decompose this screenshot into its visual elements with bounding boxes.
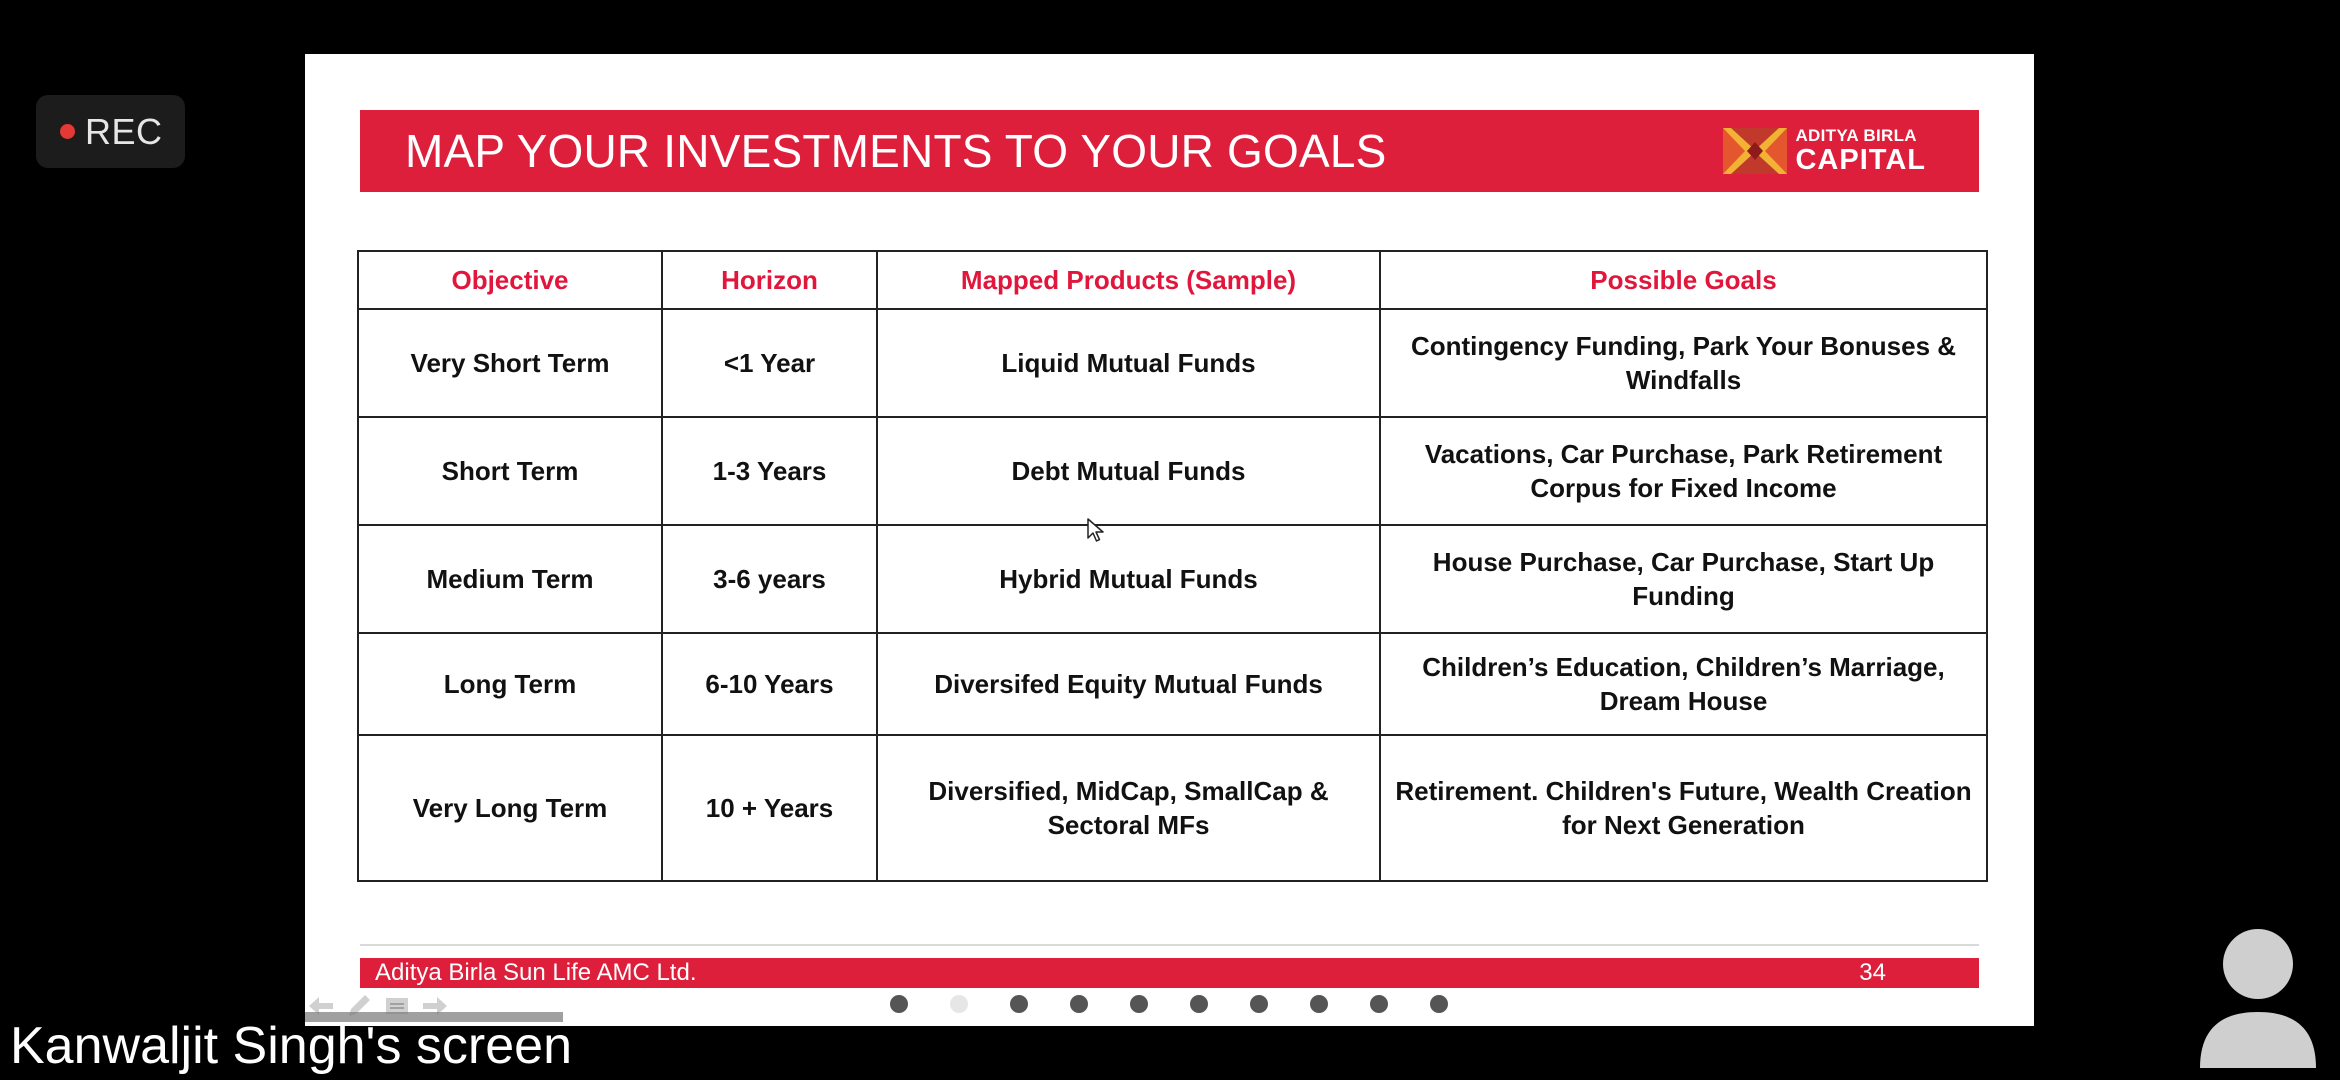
slide-page-number: 34 (1859, 959, 1886, 986)
pagination-dot[interactable] (950, 995, 968, 1013)
brand-logo-line1: ADITYA BIRLA (1795, 126, 1917, 145)
cell-objective: Very Short Term (358, 309, 662, 417)
brand-logo-icon (1723, 128, 1787, 174)
cell-horizon: <1 Year (662, 309, 877, 417)
cell-goals: Children’s Education, Children’s Marriage, Dream House (1380, 633, 1987, 735)
cell-goals: House Purchase, Car Purchase, Start Up Funding (1380, 525, 1987, 633)
recording-label: REC (85, 110, 163, 152)
header-objective: Objective (358, 251, 662, 309)
header-horizon: Horizon (662, 251, 877, 309)
table-row (358, 525, 1987, 633)
table-row (358, 417, 1987, 525)
table-row (358, 633, 1987, 735)
header-possible-goals: Possible Goals (1380, 251, 1987, 309)
table-header-row (358, 251, 1987, 309)
slide-title-bar (360, 110, 1979, 192)
cell-product: Diversifed Equity Mutual Funds (877, 633, 1380, 735)
pagination-dot[interactable] (1250, 995, 1268, 1013)
pagination-dot[interactable] (890, 995, 908, 1013)
cell-horizon: 3-6 years (662, 525, 877, 633)
table-row (358, 309, 1987, 417)
footer-divider (360, 944, 1979, 946)
cell-product: Hybrid Mutual Funds (877, 525, 1380, 633)
recording-badge (36, 95, 185, 168)
pagination-dot[interactable] (1130, 995, 1148, 1013)
footer-company: Aditya Birla Sun Life AMC Ltd. (375, 959, 697, 986)
pagination-dot[interactable] (1430, 995, 1448, 1013)
table-row (358, 735, 1987, 881)
cell-goals: Contingency Funding, Park Your Bonuses & Windfalls (1380, 309, 1987, 417)
slide-title: MAP YOUR INVESTMENTS TO YOUR GOALS (405, 125, 1387, 177)
pagination-dot[interactable] (1190, 995, 1208, 1013)
cell-product: Diversified, MidCap, SmallCap & Sectoral MFs (877, 735, 1380, 881)
pagination-dot[interactable] (1010, 995, 1028, 1013)
avatar-icon[interactable] (2196, 928, 2320, 1068)
cell-goals: Retirement. Children's Future, Wealth Creation for Next Generation (1380, 735, 1987, 881)
pagination-dot[interactable] (1370, 995, 1388, 1013)
cell-horizon: 10 + Years (662, 735, 877, 881)
header-mapped-products: Mapped Products (Sample) (877, 251, 1380, 309)
cell-objective: Long Term (358, 633, 662, 735)
cell-objective: Medium Term (358, 525, 662, 633)
slide-footer (360, 958, 1979, 988)
brand-logo (1723, 127, 1926, 175)
cell-product: Liquid Mutual Funds (877, 309, 1380, 417)
cell-product: Debt Mutual Funds (877, 417, 1380, 525)
shared-slide (305, 54, 2034, 1026)
pagination-dots (890, 995, 1448, 1013)
cell-objective: Very Long Term (358, 735, 662, 881)
pagination-dot[interactable] (1310, 995, 1328, 1013)
cell-horizon: 1-3 Years (662, 417, 877, 525)
cell-goals: Vacations, Car Purchase, Park Retirement Corpus for Fixed Income (1380, 417, 1987, 525)
mouse-cursor-icon (1087, 518, 1105, 544)
cell-objective: Short Term (358, 417, 662, 525)
cell-horizon: 6-10 Years (662, 633, 877, 735)
pagination-dot[interactable] (1070, 995, 1088, 1013)
recording-dot-icon (60, 124, 75, 139)
goals-table (357, 250, 1988, 882)
screen-share-label: Kanwaljit Singh's screen (10, 1017, 572, 1075)
brand-logo-text (1795, 127, 1926, 175)
brand-logo-line2: CAPITAL (1795, 144, 1926, 176)
